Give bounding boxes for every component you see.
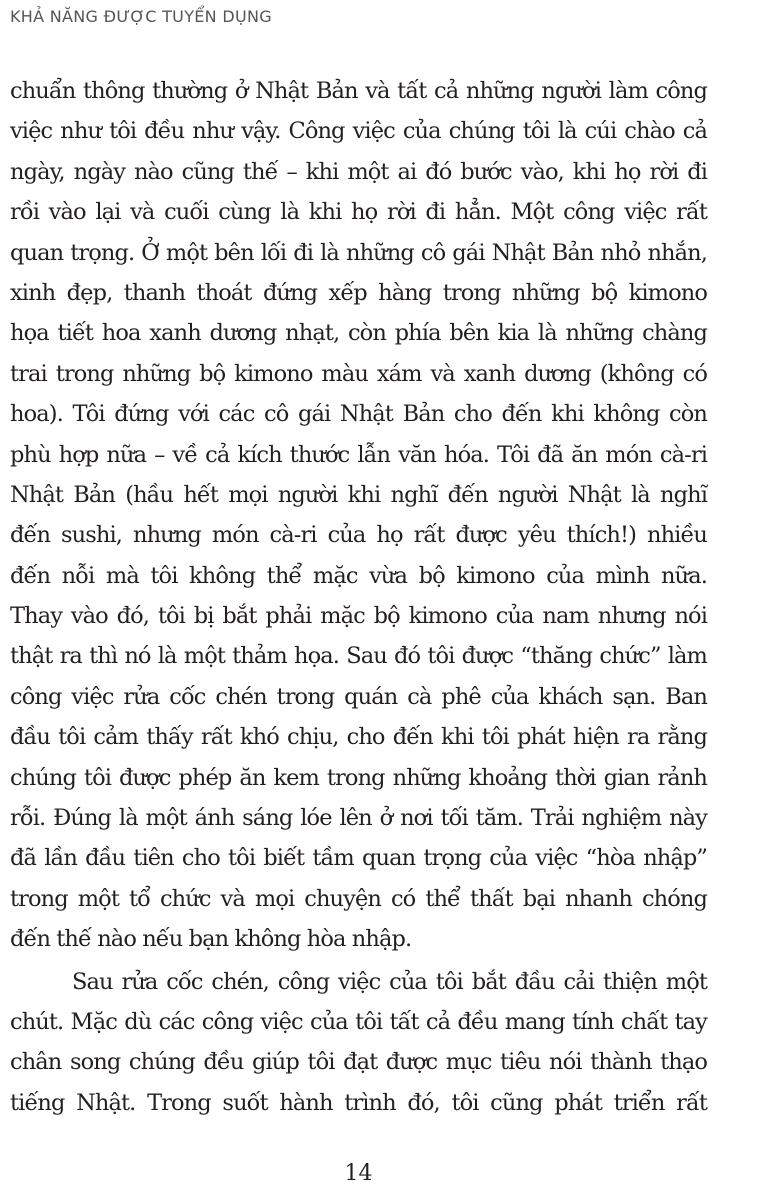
text-line: chúng tôi được phép ăn kem trong những khoảng thời gian rảnh (10, 764, 707, 791)
text-line: đã lần đầu tiên cho tôi biết tầm quan trọng của việc “hòa nhập” (10, 845, 707, 872)
running-header: KHẢ NĂNG ĐƯỢC TUYỂN DỤNG (10, 7, 272, 26)
text-line: đến thế nào nếu bạn không hòa nhập. (10, 926, 412, 953)
text-line: đầu tôi cảm thấy rất khó chịu, cho đến khi tôi phát hiện ra rằng (10, 724, 707, 751)
body-text (10, 71, 707, 1123)
text-line: rồi vào lại và cuối cùng là khi họ rời đi hẳn. Một công việc rất (10, 199, 707, 226)
text-line: Thay vào đó, tôi bị bắt phải mặc bộ kimono của nam nhưng nói (10, 603, 707, 630)
text-line: chuẩn thông thường ở Nhật Bản và tất cả những người làm công (10, 78, 707, 104)
text-line: hoa). Tôi đứng với các cô gái Nhật Bản cho đến khi không còn (10, 401, 707, 428)
text-line: công việc rửa cốc chén trong quán cà phê của khách sạn. Ban (10, 683, 707, 710)
text-line: Sau rửa cốc chén, công việc của tôi bắt đầu cải thiện một (72, 968, 707, 995)
text-line: trong một tổ chức và mọi chuyện có thể thất bại nhanh chóng (10, 885, 707, 912)
text-line: chút. Mặc dù các công việc của tôi tất cả đều mang tính chất tay (10, 1008, 707, 1035)
text-line: quan trọng. Ở một bên lối đi là những cô gái Nhật Bản nhỏ nhắn, (10, 239, 707, 266)
text-line: họa tiết hoa xanh dương nhạt, còn phía bên kia là những chàng (10, 320, 707, 347)
text-line: thật ra thì nó là một thảm họa. Sau đó tôi được “thăng chức” làm (10, 643, 707, 670)
text-line: trai trong những bộ kimono màu xám và xanh dương (không có (10, 360, 707, 387)
paragraph-1 (10, 71, 707, 960)
text-line: phù hợp nữa – về cả kích thước lẫn văn hóa. Tôi đã ăn món cà-ri (10, 441, 707, 468)
text-line: đến nỗi mà tôi không thể mặc vừa bộ kimono của mình nữa. (10, 562, 707, 589)
text-line: đến sushi, nhưng món cà-ri của họ rất được yêu thích!) nhiều (10, 522, 707, 549)
text-line: tiếng Nhật. Trong suốt hành trình đó, tôi cũng phát triển rất (10, 1089, 707, 1116)
page-number: 14 (344, 1161, 373, 1186)
text-line: chân song chúng đều giúp tôi đạt được mục tiêu nói thành thạo (10, 1049, 707, 1076)
text-line: Nhật Bản (hầu hết mọi người khi nghĩ đến người Nhật là nghĩ (10, 481, 707, 508)
text-line: rỗi. Đúng là một ánh sáng lóe lên ở nơi tối tăm. Trải nghiệm này (10, 805, 707, 832)
text-line: ngày, ngày nào cũng thế – khi một ai đó bước vào, khi họ rời đi (10, 158, 707, 185)
text-line: xinh đẹp, thanh thoát đứng xếp hàng trong những bộ kimono (10, 279, 707, 306)
paragraph-2 (10, 962, 707, 1124)
text-line: việc như tôi đều như vậy. Công việc của chúng tôi là cúi chào cả (10, 118, 707, 145)
